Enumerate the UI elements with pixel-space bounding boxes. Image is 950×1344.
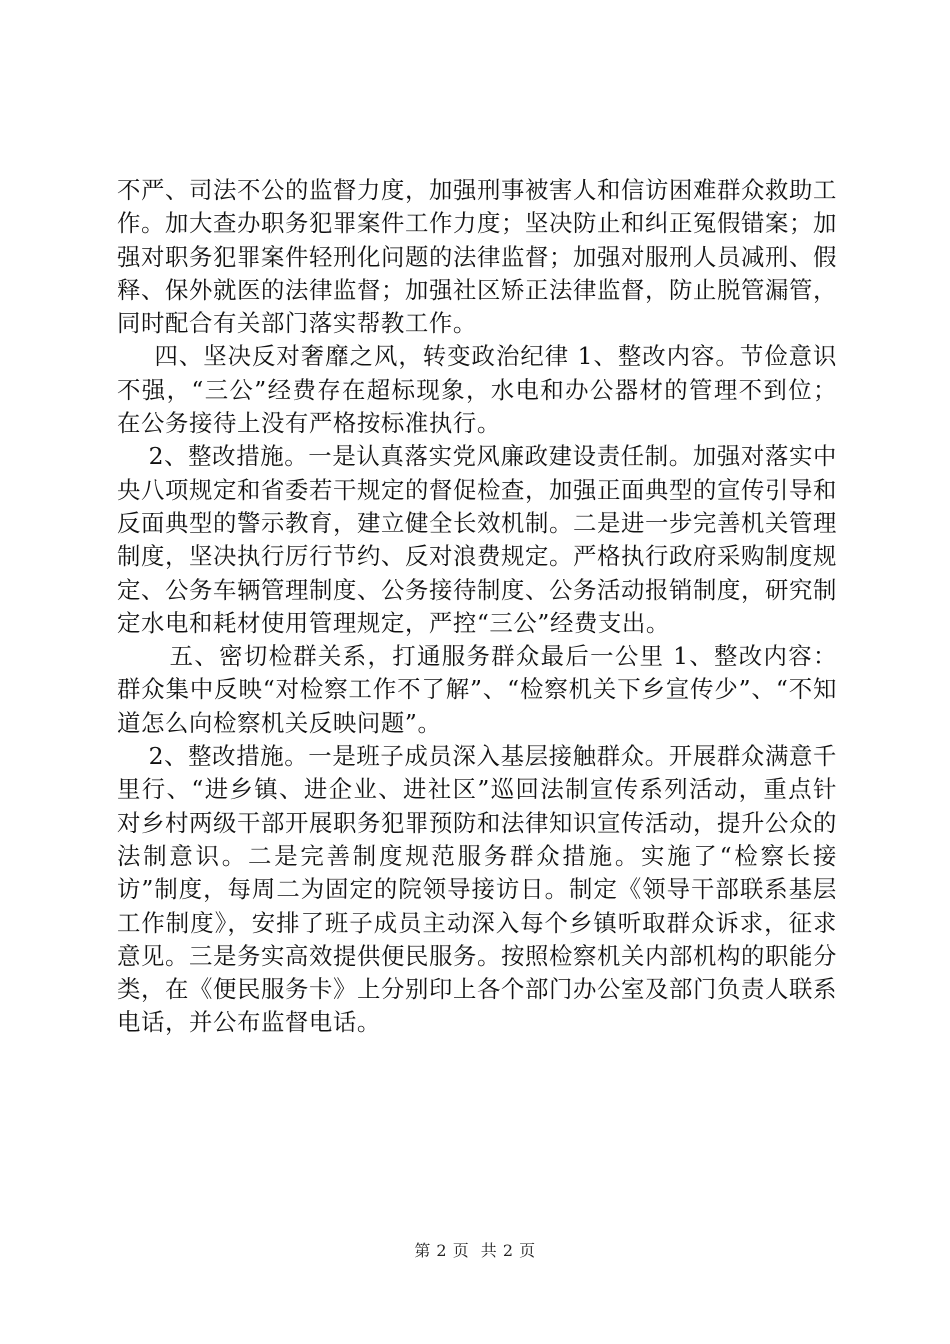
paragraph-continuation: 不严、司法不公的监督力度，加强刑事被害人和信访困难群众救助工作。加大查办职务犯罪案件工作力度；坚决防止和纠正冤假错案；加强对职务犯罪案件轻刑化问题的法律监督；加强对服刑人员减刑、假释、保外就医的法律监督；加强社区矫正法律监督，防止脱管漏管，同时配合有关部门落实帮教工作。 (117, 176, 837, 338)
paragraph-section-five: 五、密切检群关系，打通服务群众最后一公里 1、整改内容：群众集中反映“对检察工作不了解”、“检察机关下乡宣传少”、“不知道怎么向检察机关反映问题”。 (117, 642, 837, 737)
paragraph-section-five-measures: 2、整改措施。一是班子成员深入基层接触群众。开展群众满意千里行、“进乡镇、进企业、进社区”巡回法制宣传系列活动，重点针对乡村两级干部开展职务犯罪预防和法律知识宣传活动，提升公众的法制意识。二是完善制度规范服务群众措施。实施了“检察长接访”制度，每周二为固定的院领导接访日。制定《领导干部联系基层工作制度》，安排了班子成员主动深入每个乡镇听取群众诉求，征求意见。三是务实高效提供便民服务。按照检察机关内部机构的职能分类，在《便民服务卡》上分别印上各个部门办公室及部门负责人联系电话，并公布监督电话。 (117, 742, 837, 1037)
page-number: 第 2 页 (414, 1241, 470, 1260)
paragraph-section-four: 四、坚决反对奢靡之风，转变政治纪律 1、整改内容。节俭意识不强，“三公”经费存在超标现象，水电和办公器材的管理不到位；在公务接待上没有严格按标准执行。 (117, 342, 837, 438)
page-total: 共 2 页 (480, 1241, 536, 1260)
paragraph-section-four-measures: 2、整改措施。一是认真落实党风廉政建设责任制。加强对落实中央八项规定和省委若干规定的督促检查，加强正面典型的宣传引导和反面典型的警示教育，建立健全长效机制。二是进一步完善机关管理制度，坚决执行厉行节约、反对浪费规定。严格执行政府采购制度规定、公务车辆管理制度、公务接待制度、公务活动报销制度，研究制定水电和耗材使用管理规定，严控“三公”经费支出。 (117, 442, 837, 637)
document-body (117, 174, 837, 1040)
page-footer (0, 1238, 950, 1261)
